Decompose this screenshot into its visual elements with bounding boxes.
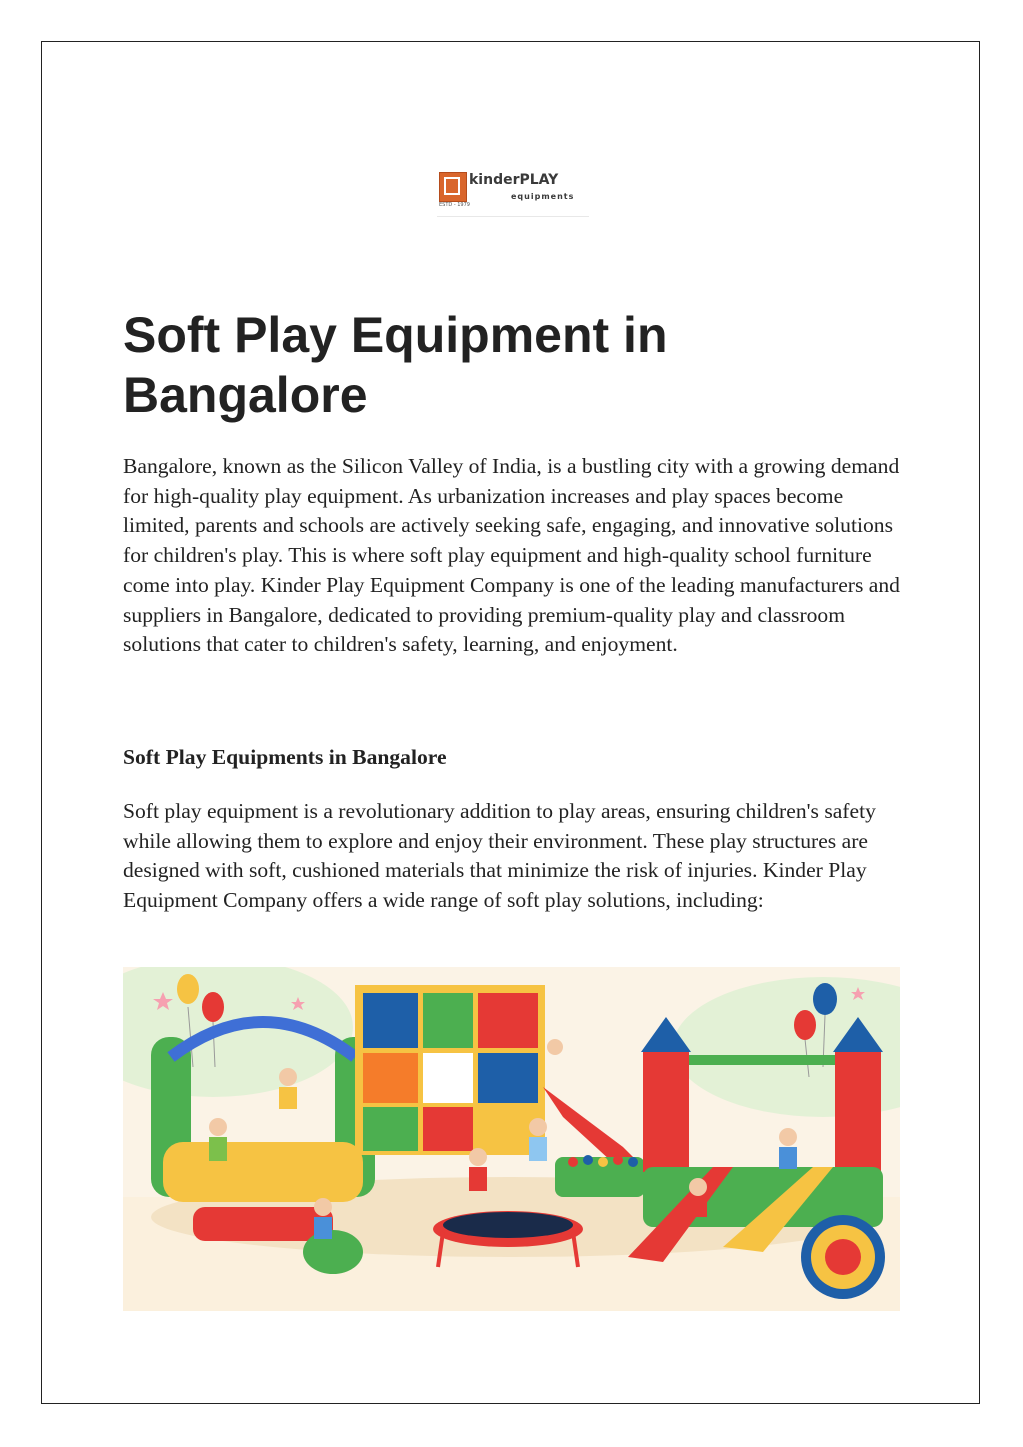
page-title: Soft Play Equipment in Bangalore [123,307,668,423]
section-paragraph: Soft play equipment is a revolutionary addition to play areas, ensuring children's safety while allowing them to explore and enjoy their environment. These play structures are designed with soft, cushioned materials that minimize the risk of injuries. Kinder Play Equipment Company offers a wide range of soft play solutions, including: [123,799,876,913]
logo-name: kinderPLAY [469,172,559,188]
section-heading: Soft Play Equipments in Bangalore [123,745,447,769]
logo-established: ESTD - 1979 [439,202,470,208]
logo-subtitle: equipments [511,192,575,201]
intro-paragraph: Bangalore, known as the Silicon Valley of India, is a bustling city with a growing demand for high-quality play equipment. As urbanization increases and play spaces become limited, parents and schools are actively seeking safe, engaging, and innovative solutions for children's play. This is where soft play equipment and high-quality school furniture come into play. Kinder Play Equipment Company is one of the leading manufacturers and suppliers in Bangalore, dedicated to providing premium-quality play and classroom solutions that cater to children's safety, learning, and enjoyment. [123,454,900,657]
kinderplay-logo [437,170,589,218]
logo-mark-icon [439,172,467,202]
soft-play-area-illustration [123,967,900,1311]
logo-divider [437,216,589,217]
